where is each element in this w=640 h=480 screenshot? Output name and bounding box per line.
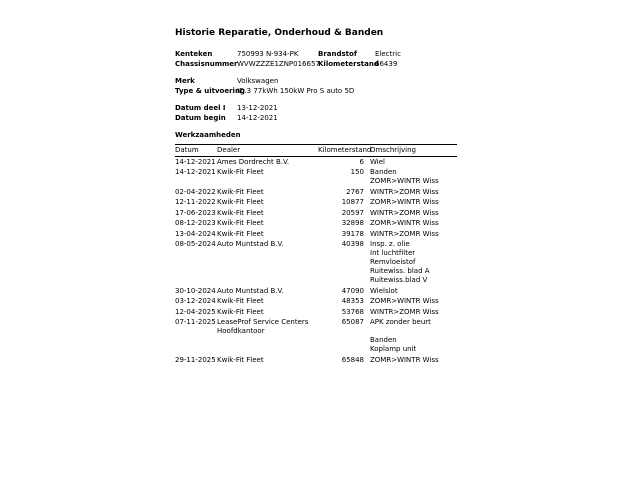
merk-value: Volkswagen [237, 77, 279, 85]
cell-datum: 14-12-2021 [175, 168, 216, 176]
cell-dealer: Auto Muntstad B.V. [217, 240, 284, 248]
datum-begin-value: 14-12-2021 [237, 113, 278, 122]
cell-dealer: Kwik-Fit Fleet [217, 229, 264, 238]
col-header-omschrijving: Omschrijving [370, 145, 416, 154]
vehicle-history-document [175, 28, 457, 366]
cell-dealer: Ames Dordrecht B.V. [217, 157, 290, 166]
cell-kilometerstand: 10877 [341, 198, 364, 206]
table-header-row [175, 145, 457, 156]
merk-label: Merk [175, 77, 195, 85]
cell-datum: 08-05-2024 [175, 240, 216, 248]
cell-dealer: Auto Muntstad B.V. [217, 286, 284, 295]
cell-dealer: Kwik-Fit Fleet [217, 208, 264, 217]
cell-dealer: Kwik-Fit Fleet [217, 297, 264, 305]
cell-omschrijving: APK zonder beurt Banden Koplamp unit [370, 318, 431, 353]
cell-omschrijving: WINTR>ZOMR Wiss [370, 208, 439, 217]
brandstof-label: Brandstof [318, 50, 357, 58]
cell-datum: 08-12-2023 [175, 219, 216, 227]
cell-datum: 13-04-2024 [175, 229, 216, 238]
werkzaamheden-section-title: Werkzaamheden [175, 131, 241, 139]
type-uitvoering-label: Type & uitvoering [175, 86, 245, 95]
datum-begin-label: Datum begin [175, 113, 226, 122]
cell-omschrijving: Insp. z. olie Int luchtfilter Remvloeistof Ruitewiss. blad A Ruitewiss.blad V [370, 240, 430, 284]
table-row [175, 230, 457, 239]
datum-deel-value: 13-12-2021 [237, 104, 278, 112]
cell-kilometerstand: 6 [359, 157, 364, 166]
datum-deel-label: Datum deel I [175, 104, 226, 112]
cell-dealer: Kwik-Fit Fleet [217, 187, 264, 196]
table-row [175, 198, 457, 207]
col-header-dealer: Dealer [217, 145, 241, 154]
vehicle-type-section [175, 77, 457, 96]
cell-omschrijving: ZOMR>WINTR Wiss [370, 219, 439, 227]
type-uitvoering-value: ID.3 77kWh 150kW Pro S auto 5D [237, 86, 355, 95]
col-header-datum: Datum [175, 145, 199, 154]
cell-datum: 17-06-2023 [175, 208, 216, 217]
cell-datum: 12-11-2022 [175, 198, 216, 206]
registration-dates-section [175, 104, 457, 123]
page-title: Historie Reparatie, Onderhoud & Banden [175, 28, 384, 38]
kenteken-label: Kenteken [175, 50, 213, 58]
table-rows [175, 157, 457, 365]
cell-datum: 14-12-2021 [175, 157, 216, 166]
cell-omschrijving: ZOMR>WINTR Wiss [370, 198, 439, 206]
cell-datum: 12-04-2025 [175, 307, 216, 316]
cell-dealer: LeaseProf Service Centers Hoofdkantoor [217, 318, 309, 335]
cell-kilometerstand: 150 [350, 168, 364, 176]
cell-dealer: Kwik-Fit Fleet [217, 219, 264, 227]
table-row [175, 209, 457, 218]
cell-kilometerstand: 65087 [341, 318, 364, 326]
table-row [175, 356, 457, 365]
table-row [175, 168, 457, 186]
table-row [175, 240, 457, 285]
cell-kilometerstand: 39178 [341, 229, 364, 238]
cell-omschrijving: Wiel [370, 157, 385, 166]
cell-omschrijving: ZOMR>WINTR Wiss [370, 355, 439, 364]
kilometerstand-value: 66439 [375, 59, 398, 68]
table-row [175, 318, 457, 354]
cell-omschrijving: WINTR>ZOMR Wiss [370, 307, 439, 316]
cell-datum: 29-11-2025 [175, 355, 216, 364]
cell-kilometerstand: 2767 [346, 187, 364, 196]
brandstof-value: Electric [375, 50, 401, 58]
table-row [175, 297, 457, 306]
table-row [175, 158, 457, 167]
cell-kilometerstand: 47090 [341, 286, 364, 295]
cell-omschrijving: Wielslot [370, 286, 398, 295]
chassisnummer-value: WVWZZZE1ZNP016657 [237, 59, 320, 68]
col-header-kilometerstand: Kilometerstand [318, 145, 372, 154]
table-row [175, 188, 457, 197]
cell-dealer: Kwik-Fit Fleet [217, 198, 264, 206]
cell-omschrijving: Banden ZOMR>WINTR Wiss [370, 168, 439, 185]
cell-kilometerstand: 20597 [341, 208, 364, 217]
cell-datum: 02-04-2022 [175, 187, 216, 196]
cell-kilometerstand: 53768 [341, 307, 364, 316]
cell-datum: 03-12-2024 [175, 297, 216, 305]
cell-dealer: Kwik-Fit Fleet [217, 307, 264, 316]
cell-kilometerstand: 32898 [341, 219, 364, 227]
cell-omschrijving: WINTR>ZOMR Wiss [370, 229, 439, 238]
cell-datum: 07-11-2025 [175, 318, 216, 326]
cell-omschrijving: ZOMR>WINTR Wiss [370, 297, 439, 305]
table-row [175, 287, 457, 296]
cell-kilometerstand: 48353 [341, 297, 364, 305]
table-row [175, 308, 457, 317]
vehicle-id-section [175, 50, 457, 69]
kilometerstand-label: Kilometerstand [318, 59, 379, 68]
chassisnummer-label: Chassisnummer [175, 59, 238, 68]
cell-omschrijving: WINTR>ZOMR Wiss [370, 187, 439, 196]
cell-kilometerstand: 65848 [341, 355, 364, 364]
cell-datum: 30-10-2024 [175, 286, 216, 295]
cell-dealer: Kwik-Fit Fleet [217, 355, 264, 364]
cell-kilometerstand: 40398 [341, 240, 364, 248]
kenteken-value: 750993 N-934-PK [237, 50, 299, 58]
table-row [175, 219, 457, 228]
cell-dealer: Kwik-Fit Fleet [217, 168, 264, 176]
